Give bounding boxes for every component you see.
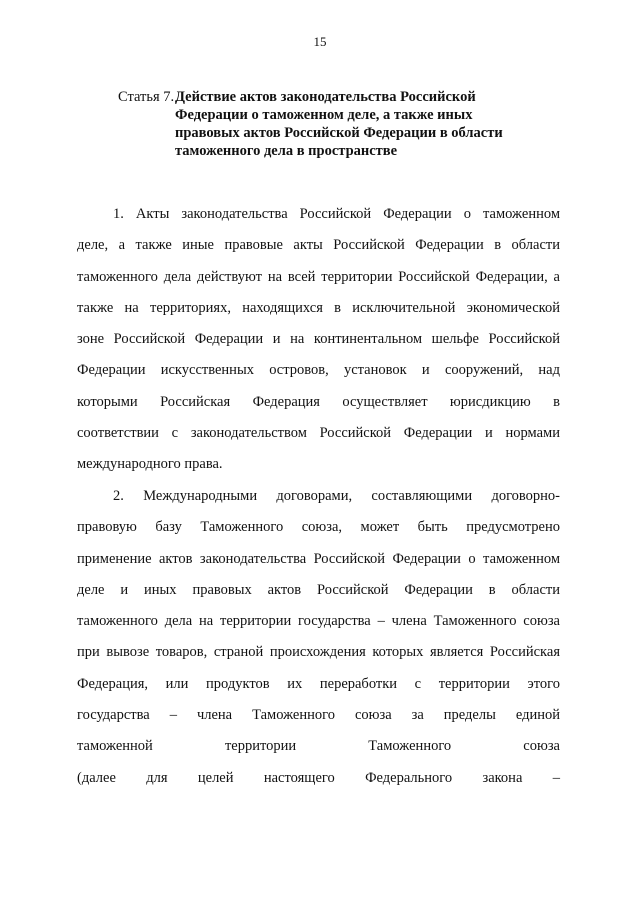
paragraph-line: также на территориях, находящихся в исключительной экономической xyxy=(77,299,560,316)
article-title-line: таможенного дела в пространстве xyxy=(175,143,398,159)
article-title-line: правовых актов Российской Федерации в области xyxy=(175,125,503,141)
paragraph-line: (далее для целей настоящего Федерального закона – xyxy=(77,769,560,786)
paragraph-line: которыми Российская Федерация осуществляет юрисдикцию в xyxy=(77,393,560,410)
paragraph-line: при вывозе товаров, страной происхождения которых является Российская xyxy=(77,644,560,661)
paragraph-line: Федерации искусственных островов, установок и сооружений, над xyxy=(77,362,560,379)
paragraph-line: зоне Российской Федерации и на континентальном шельфе Российской xyxy=(77,331,560,348)
paragraph-1 xyxy=(77,199,560,481)
paragraph-line: деле и иных правовых актов Российской Федерации в области xyxy=(77,581,560,598)
paragraph-line: Федерация, или продуктов их переработки с территории этого xyxy=(77,675,560,692)
article-label: Статья 7. xyxy=(118,89,175,105)
paragraph-line: международного права. xyxy=(77,456,223,473)
paragraph-line: 1. Акты законодательства Российской Федерации о таможенном xyxy=(113,206,560,222)
paragraph-line: таможенного дела действуют на всей территории Российской Федерации, а xyxy=(77,268,560,285)
paragraph-line: соответствии с законодательством Российской Федерации и нормами xyxy=(77,425,560,442)
paragraph-line: деле, а также иные правовые акты Российской Федерации в области xyxy=(77,237,560,254)
paragraph-line: применение актов законодательства Российской Федерации о таможенном xyxy=(77,550,560,567)
paragraph-line: правовую базу Таможенного союза, может быть предусмотрено xyxy=(77,519,560,536)
paragraph-line: таможенного дела на территории государства – члена Таможенного союза xyxy=(77,613,560,630)
paragraph-line: 2. Международными договорами, составляющими договорно- xyxy=(113,488,560,504)
paragraph-line: таможенной территории Таможенного союза xyxy=(77,738,560,755)
page-number: 15 xyxy=(313,34,327,49)
article-title-line: Федерации о таможенном деле, а также иных xyxy=(175,107,473,123)
paragraph-line: государства – члена Таможенного союза за пределы единой xyxy=(77,707,560,724)
paragraph-2 xyxy=(77,481,560,794)
article-heading xyxy=(118,88,538,160)
article-title xyxy=(175,88,538,160)
article-title-line: Действие актов законодательства Российской xyxy=(175,89,476,105)
